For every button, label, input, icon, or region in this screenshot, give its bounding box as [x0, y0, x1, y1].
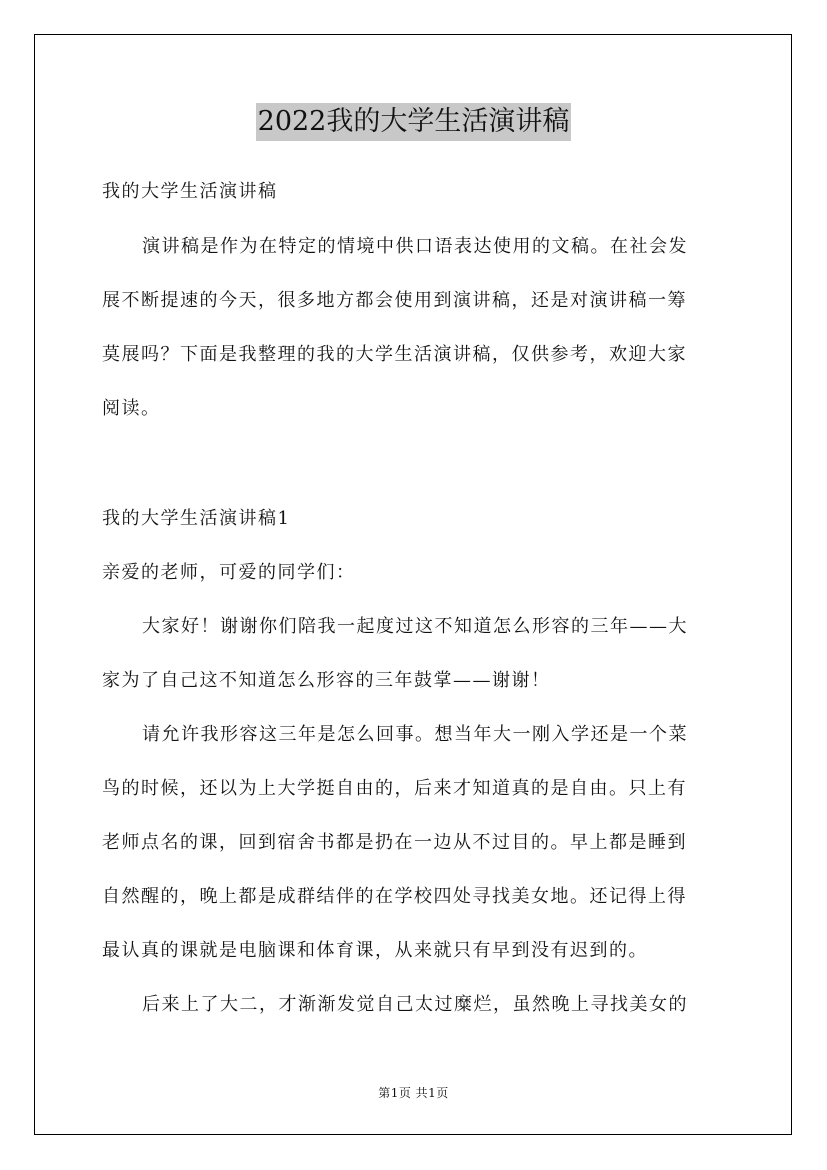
paragraph-line: 莫展吗？下面是我整理的我的大学生活演讲稿，仅供参考，欢迎大家	[102, 344, 687, 365]
paragraph-line: 演讲稿是作为在特定的情境中供口语表达使用的文稿。在社会发	[142, 236, 688, 257]
paragraph-line: 展不断提速的今天，很多地方都会使用到演讲稿，还是对演讲稿一筹	[102, 290, 687, 311]
section-heading: 我的大学生活演讲稿	[102, 181, 278, 202]
paragraph-line: 老师点名的课，回到宿舍书都是扔在一边从不过目的。早上都是睡到	[102, 832, 687, 853]
paragraph-line: 鸟的时候，还以为上大学挺自由的，后来才知道真的是自由。只上有	[102, 778, 687, 799]
paragraph-line: 请允许我形容这三年是怎么回事。想当年大一刚入学还是一个菜	[142, 724, 688, 745]
paragraph-line: 自然醒的，晚上都是成群结伴的在学校四处寻找美女地。还记得上得	[102, 886, 687, 907]
paragraph-line: 家为了自己这不知道怎么形容的三年鼓掌——谢谢！	[102, 670, 551, 691]
paragraph-line: 最认真的课就是电脑课和体育课，从来就只有早到没有迟到的。	[102, 940, 648, 961]
salutation: 亲爱的老师，可爱的同学们：	[102, 562, 356, 583]
page-footer: 第1页 共1页	[378, 1086, 449, 1100]
document-title: 2022我的大学生活演讲稿	[256, 103, 572, 141]
paragraph-line: 阅读。	[102, 398, 161, 419]
title-container	[0, 103, 827, 141]
section-heading: 我的大学生活演讲稿1	[102, 508, 291, 529]
paragraph-line: 大家好！谢谢你们陪我一起度过这不知道怎么形容的三年——大	[142, 616, 688, 637]
paragraph-line: 后来上了大二，才渐渐发觉自己太过糜烂，虽然晚上寻找美女的	[142, 994, 688, 1015]
